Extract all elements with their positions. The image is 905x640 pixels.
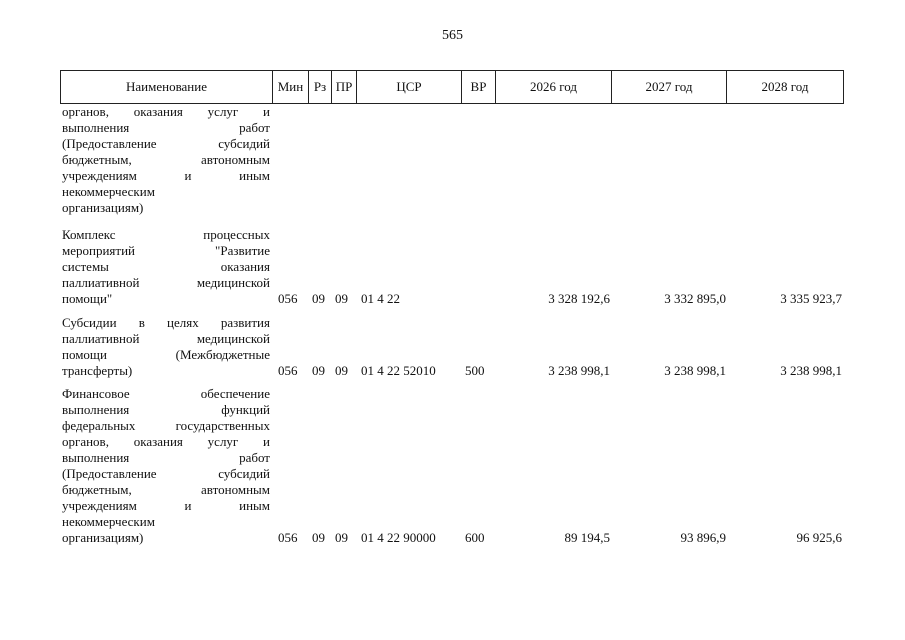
- row-name-line: организациям): [62, 530, 144, 545]
- table-row: [60, 315, 844, 379]
- row-2026: 3 238 998,1: [548, 363, 610, 378]
- table-header: [60, 70, 844, 104]
- row-pr: 09: [335, 291, 348, 306]
- row-values: [60, 291, 844, 307]
- row-name-line: помощи (Межбюджетные: [62, 347, 270, 362]
- row-name-line: органов, оказания услуг и: [62, 434, 270, 449]
- header-csr: ЦСР: [357, 71, 462, 103]
- page-number: 565: [442, 28, 463, 43]
- row-csr: 01 4 22: [361, 291, 400, 306]
- header-2027: 2027 год: [612, 71, 727, 103]
- header-name: Наименование: [61, 71, 273, 103]
- row-rz: 09: [312, 530, 325, 545]
- table-row: [60, 386, 844, 546]
- row-name-line: организациям): [62, 200, 144, 215]
- row-csr: 01 4 22 90000: [361, 530, 436, 545]
- table-row: [60, 227, 844, 307]
- row-name-line: федеральных государственных: [62, 418, 270, 433]
- row-values: [60, 530, 844, 546]
- row-name-line: паллиативной медицинской: [62, 331, 270, 346]
- row-name-line: Субсидии в целях развития: [62, 315, 270, 330]
- row-name-line: помощи": [62, 291, 113, 306]
- row-rz: 09: [312, 291, 325, 306]
- header-rz: Рз: [309, 71, 332, 103]
- header-2026: 2026 год: [496, 71, 612, 103]
- row-csr: 01 4 22 52010: [361, 363, 436, 378]
- row-name-line: учреждениям и иным: [62, 168, 270, 183]
- row-vr: 600: [465, 530, 485, 545]
- header-2028: 2028 год: [761, 79, 809, 94]
- row-name-line: системы оказания: [62, 259, 270, 274]
- row-2027: 93 896,9: [680, 530, 726, 545]
- row-name-line: (Предоставление субсидий: [62, 136, 270, 151]
- row-pr: 09: [335, 363, 348, 378]
- row-2028: 3 238 998,1: [780, 363, 842, 378]
- row-name-line: (Предоставление субсидий: [62, 466, 270, 481]
- row-pr: 09: [335, 530, 348, 545]
- row-2027: 3 332 895,0: [664, 291, 726, 306]
- row-name-line: Комплекс процессных: [62, 227, 270, 242]
- row-rz: 09: [312, 363, 325, 378]
- row-name-line: выполнения работ: [62, 450, 270, 465]
- row-name-line: выполнения функций: [62, 402, 270, 417]
- row-name-line: учреждениям и иным: [62, 498, 270, 513]
- row-name-line: бюджетным, автономным: [62, 482, 270, 497]
- row-name-line: мероприятий "Развитие: [62, 243, 270, 258]
- row-min: 056: [278, 291, 298, 306]
- row-min: 056: [278, 363, 298, 378]
- row-name-line: паллиативной медицинской: [62, 275, 270, 290]
- row-values: [60, 200, 844, 216]
- row-name-line: выполнения работ: [62, 120, 270, 135]
- row-2027: 3 238 998,1: [664, 363, 726, 378]
- row-name-line: органов, оказания услуг и: [62, 104, 270, 119]
- header-vr: ВР: [462, 71, 496, 103]
- header-pr: ПР: [332, 71, 357, 103]
- row-name: [60, 386, 270, 546]
- row-2026: 3 328 192,6: [548, 291, 610, 306]
- row-vr: 500: [465, 363, 485, 378]
- row-min: 056: [278, 530, 298, 545]
- row-name-line: Финансовое обеспечение: [62, 386, 270, 401]
- row-2026: 89 194,5: [564, 530, 610, 545]
- row-name-line: трансферты): [62, 363, 133, 378]
- table-row: [60, 104, 844, 216]
- header-min: Мин: [273, 71, 309, 103]
- row-name-line: некоммерческим: [62, 514, 155, 529]
- table-body: [60, 104, 844, 546]
- row-name-line: бюджетным, автономным: [62, 152, 270, 167]
- row-2028: 96 925,6: [796, 530, 842, 545]
- row-2028: 3 335 923,7: [780, 291, 842, 306]
- row-name-line: некоммерческим: [62, 184, 155, 199]
- row-values: [60, 363, 844, 379]
